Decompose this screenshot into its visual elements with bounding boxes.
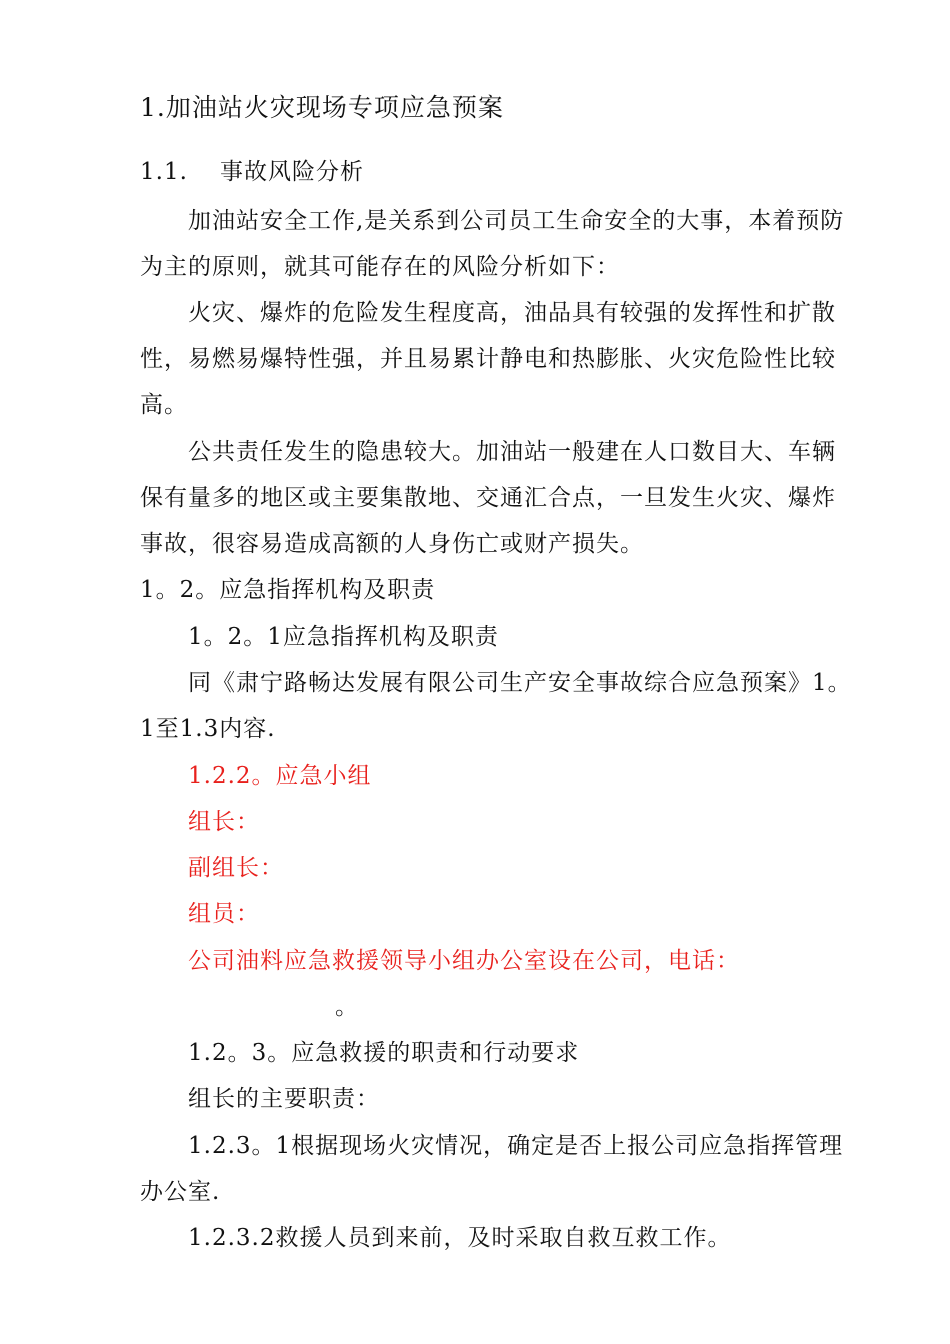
- section-1-2-3-heading: 1.2。3。应急救援的职责和行动要求: [188, 1040, 580, 1066]
- document-title: 1.加油站火灾现场专项应急预案: [140, 93, 504, 122]
- paragraph-1-line-2: 为主的原则，就其可能存在的风险分析如下：: [140, 254, 620, 280]
- paragraph-2-line-2: 性，易燃易爆特性强，并且易累计静电和热膨胀、火灾危险性比较: [140, 346, 836, 372]
- members-label: 组员：: [188, 901, 260, 927]
- duty-1-line-2: 办公室.: [140, 1179, 221, 1205]
- paragraph-1-line-1: 加油站安全工作,是关系到公司员工生命安全的大事，本着预防: [188, 208, 845, 234]
- paragraph-2-line-3: 高。: [140, 392, 188, 418]
- section-1-1-heading: 事故风险分析: [220, 159, 364, 185]
- vice-leader-label: 副组长：: [188, 855, 284, 881]
- office-phone-line: 公司油料应急救援领导小组办公室设在公司，电话：: [188, 948, 740, 974]
- duty-2-line: 1.2.3.2救援人员到来前，及时采取自救互救工作。: [188, 1225, 732, 1251]
- paragraph-3-line-1: 公共责任发生的隐患较大。加油站一般建在人口数目大、车辆: [188, 439, 836, 465]
- paragraph-3-line-2: 保有量多的地区或主要集散地、交通汇合点，一旦发生火灾、爆炸: [140, 485, 836, 511]
- paragraph-3-line-3: 事故，很容易造成高额的人身伤亡或财产损失。: [140, 531, 644, 557]
- leader-duties-heading: 组长的主要职责：: [188, 1086, 380, 1112]
- section-1-1-number: 1.1.: [140, 159, 188, 185]
- section-1-2-2-heading: 1.2.2。应急小组: [188, 763, 372, 789]
- group-leader-label: 组长：: [188, 809, 260, 835]
- office-phone-end: 。: [335, 994, 359, 1020]
- section-1-2-heading: 1。2。应急指挥机构及职责: [140, 577, 436, 603]
- paragraph-4-line-1: 同《肃宁路畅达发展有限公司生产安全事故综合应急预案》1。: [188, 670, 852, 696]
- section-1-2-1-heading: 1。2。1应急指挥机构及职责: [188, 624, 499, 650]
- paragraph-4-line-2: 1至1.3内容.: [140, 716, 276, 742]
- paragraph-2-line-1: 火灾、爆炸的危险发生程度高，油品具有较强的发挥性和扩散: [188, 300, 836, 326]
- duty-1-line-1: 1.2.3。1根据现场火灾情况，确定是否上报公司应急指挥管理: [188, 1133, 844, 1159]
